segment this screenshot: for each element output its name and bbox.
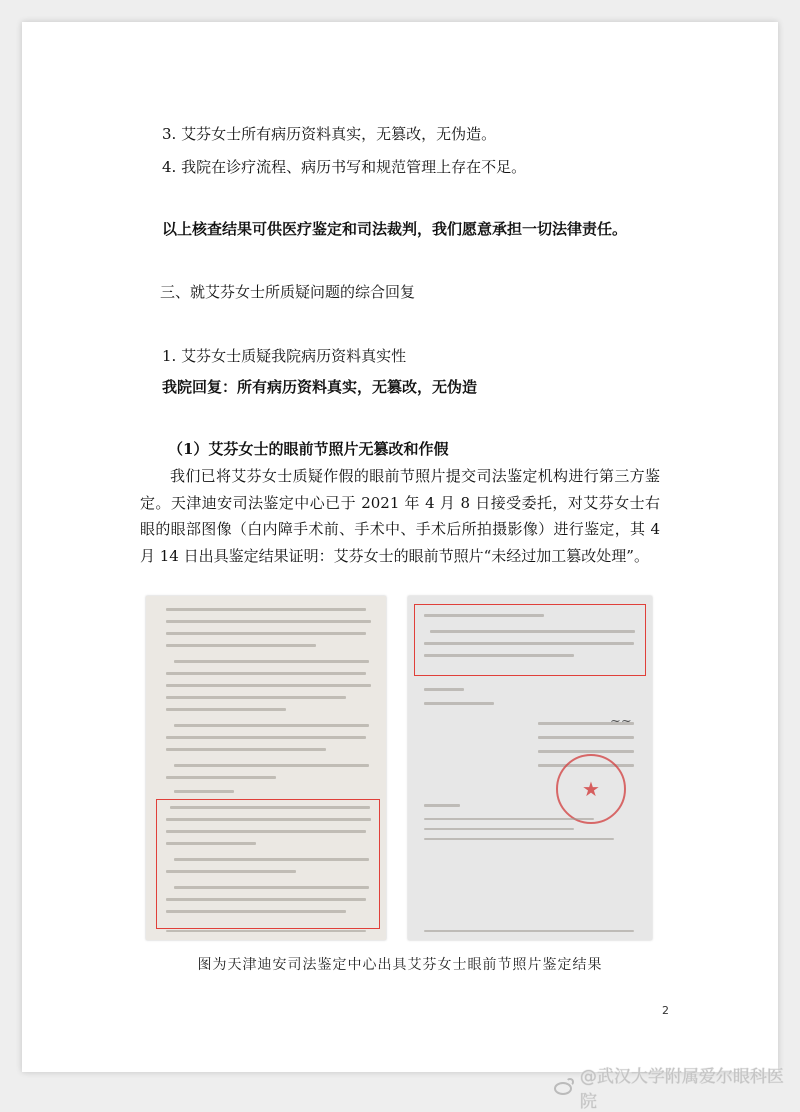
body-paragraph [140, 463, 660, 569]
conclusion-text: 以上核查结果可供医疗鉴定和司法裁判，我们愿意承担一切法律责任。 [162, 220, 628, 238]
weibo-icon [552, 1078, 576, 1096]
item-3-text: 3. 艾芬女士所有病历资料真实，无篡改，无伪造。 [162, 125, 497, 143]
page-number: 2 [662, 1004, 669, 1017]
section-3-heading: 三、就艾芬女士所质疑问题的综合回复 [160, 283, 416, 301]
subsection-1-heading: （1）艾芬女士的眼前节照片无篡改和作假 [168, 440, 449, 458]
scanned-report-page-left [146, 596, 386, 940]
watermark-text: @武汉大学附属爱尔眼科医院 [579, 1067, 784, 1112]
star-icon: ★ [582, 777, 600, 801]
weibo-watermark [552, 1062, 800, 1112]
question-1-heading: 1. 艾芬女士质疑我院病历资料真实性 [162, 347, 407, 365]
item-4-text: 4. 我院在诊疗流程、病历书写和规范管理上存在不足。 [162, 158, 527, 176]
signature: ~~ [610, 714, 632, 729]
reply-1-text: 我院回复：所有病历资料真实，无篡改，无伪造 [162, 378, 478, 396]
figure-caption: 图为天津迪安司法鉴定中心出具艾芬女士眼前节照片鉴定结果 [197, 957, 603, 973]
body-paragraph-text: 我们已将艾芬女士质疑作假的眼前节照片提交司法鉴定机构进行第三方鉴定。天津迪安司法鉴定中心已于 2021 年 4 月 8 日接受委托，对艾芬女士右眼的眼部图像（白内障手术前、手术中、手术后所拍摄影像）进行鉴定，其 4 月 14 日出具鉴定结果证明：艾芬女士的眼前节照片“未经过加工篡改处理”。 [140, 467, 660, 565]
official-seal [556, 754, 626, 824]
scanned-report-page-right [408, 596, 652, 940]
